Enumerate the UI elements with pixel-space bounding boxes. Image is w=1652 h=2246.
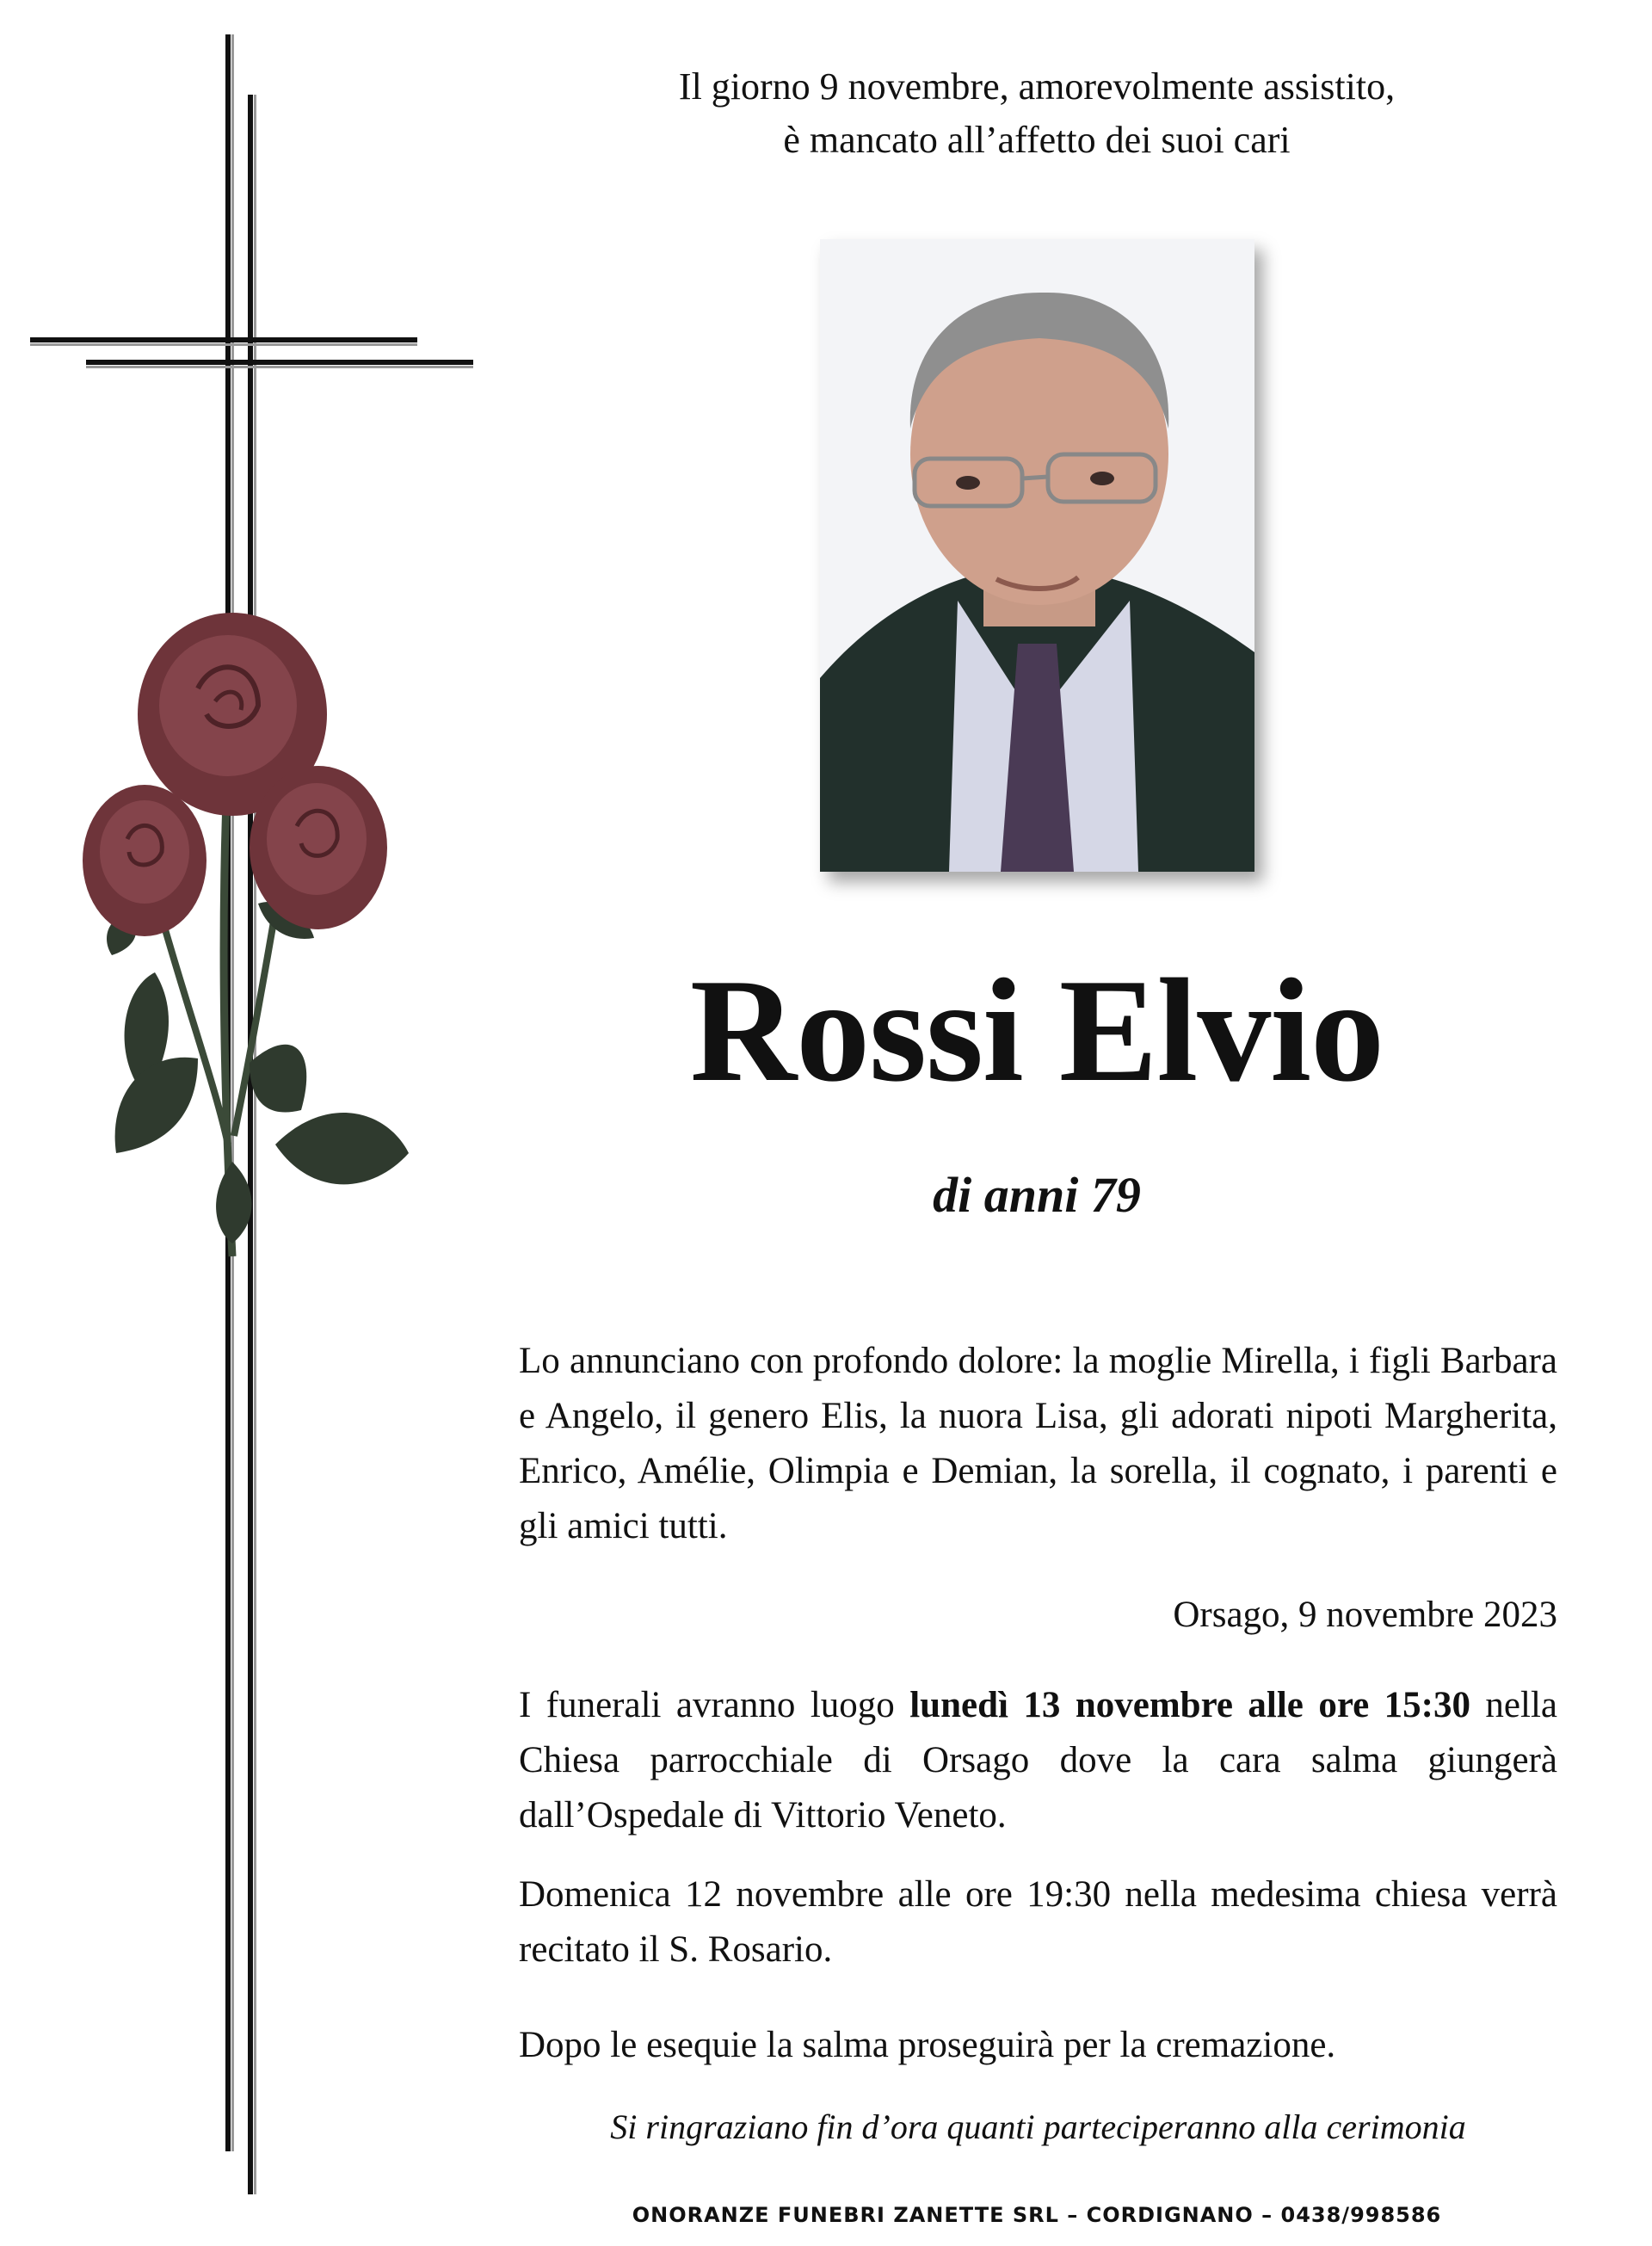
funeral-home-footer: ONORANZE FUNEBRI ZANETTE SRL – CORDIGNANO – 0438/998586 — [632, 2203, 1442, 2227]
intro-line-1: Il giorno 9 novembre, amorevolmente assistito, — [678, 65, 1396, 108]
funeral-suffix: nella Chiesa parrocchiale di Orsago dove la cara salma giungerà dall’Ospedale di Vittorio Veneto. — [519, 1685, 1557, 1836]
cremation-paragraph: Dopo le esequie la salma proseguirà per la cremazione. — [519, 2025, 1336, 2065]
place-date: Orsago, 9 novembre 2023 — [1173, 1595, 1557, 1635]
funeral-paragraph — [519, 1678, 1557, 1843]
rosary-paragraph: Domenica 12 novembre alle ore 19:30 nella medesima chiesa verrà recitato il S. Rosario. — [519, 1874, 1557, 1970]
portrait-icon — [820, 239, 1254, 872]
thanks-line: Si ringraziano fin d’ora quanti parteciperanno alla cerimonia — [610, 2107, 1466, 2146]
portrait-photo — [820, 239, 1254, 872]
cross-with-roses-icon — [0, 0, 482, 2246]
intro-text — [516, 60, 1557, 167]
intro-line-2: è mancato all’affetto dei suoi cari — [783, 119, 1291, 161]
announcement-paragraph: Lo annunciano con profondo dolore: la moglie Mirella, i figli Barbara e Angelo, il genero Elis, la nuora Lisa, gli adorati nipoti Margherita, Enrico, Amélie, Olimpia e Demian, la sorella, il cognato, i parenti e gli amici tutti. — [519, 1341, 1557, 1546]
funeral-date-time: lunedì 13 novembre alle ore 15:30 — [909, 1685, 1470, 1725]
deceased-name: Rossi Elvio — [689, 949, 1384, 1113]
deceased-age: di anni 79 — [933, 1167, 1141, 1223]
funeral-prefix: I funerali avranno luogo — [519, 1685, 910, 1725]
